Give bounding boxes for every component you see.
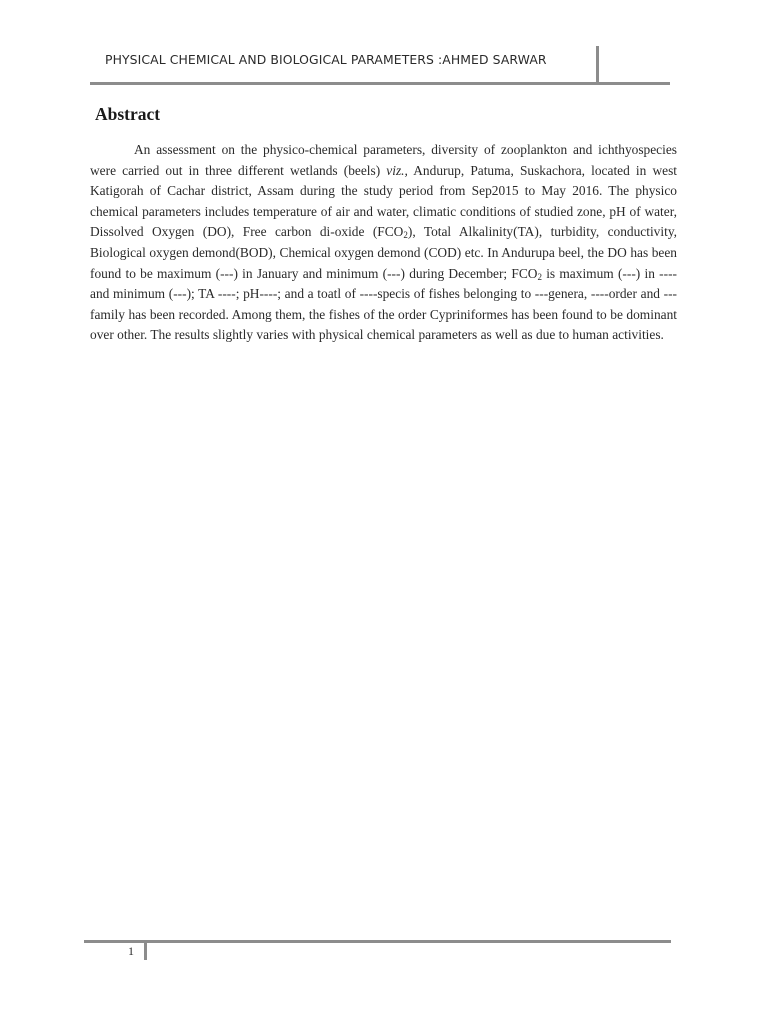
footer-vertical-rule (144, 943, 147, 960)
abstract-text-3: ), Total Alkalinity(TA), turbidity, conductivity, Biological oxygen demond(BOD), Chemical oxygen demond (COD) etc. In Andurupa beel, the DO has been found to be maximum (---) in January and minimum (---) during December; FCO (90, 224, 677, 281)
header-vertical-rule (596, 46, 599, 84)
abstract-paragraph (90, 140, 677, 346)
abstract-text-4: is maximum (---) in ----and minimum (---); TA ----; pH----; and a toatl of ----specis of fishes belonging to ---genera, ----order and ---family has been recorded. Among them, the fishes of the order Cypriniformes has been found to be dominant over other. The results slightly varies with physical chemical parameters as well as due to human activities. (90, 265, 677, 343)
footer-horizontal-rule (84, 940, 671, 943)
subscript-2: 2 (403, 230, 408, 241)
subscript-2: 2 (537, 271, 542, 282)
running-header-title: PHYSICAL CHEMICAL AND BIOLOGICAL PARAMETERS :AHMED SARWAR (105, 52, 547, 67)
abstract-text-2: Andurup, Patuma, Suskachora, located in west Katigorah of Cachar district, Assam during the study period from Sep2015 to May 2016. The physico chemical parameters includes temperature of air and water, climatic conditions of studied zone, pH of water, Dissolved Oxygen (DO), Free carbon di-oxide (FCO (90, 162, 678, 240)
page-number: 1 (128, 944, 134, 958)
header-horizontal-rule (90, 82, 670, 85)
abstract-text-1: An assessment on the physico-chemical parameters, diversity of zooplankton and ichthyospecies were carried out in three different wetlands (beels) (90, 142, 677, 178)
abstract-text-viz: viz., (386, 162, 408, 178)
abstract-heading: Abstract (95, 104, 161, 124)
